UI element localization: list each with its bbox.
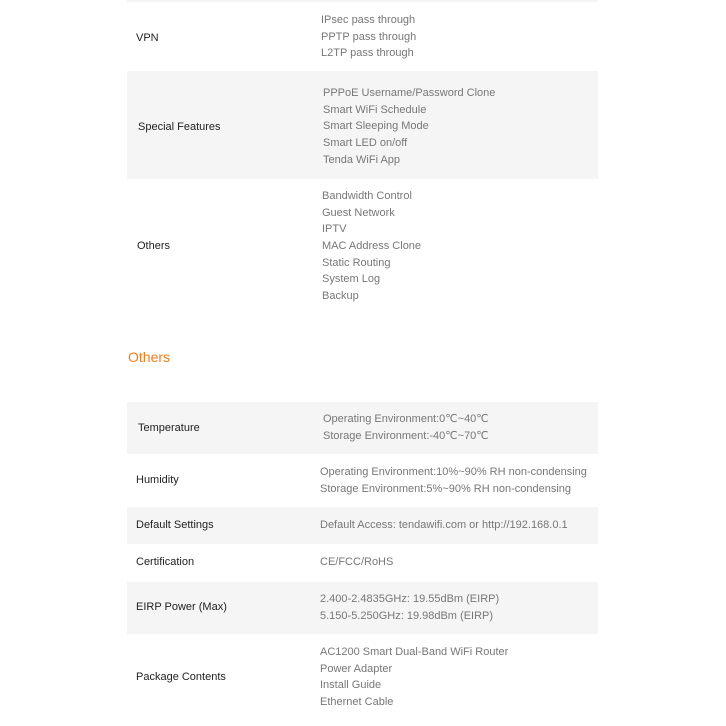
- spec-value: L2TP pass through: [321, 47, 414, 60]
- spec-values: [320, 591, 499, 624]
- spec-row-certification: [127, 544, 598, 582]
- spec-label: Certification: [136, 556, 195, 568]
- spec-label: Others: [137, 240, 171, 252]
- spec-values: [320, 464, 587, 497]
- spec-row-temperature: [127, 402, 598, 454]
- spec-value: CE/FCC/RoHS: [320, 556, 394, 568]
- spec-row-humidity: [127, 454, 598, 507]
- spec-row-vpn: [127, 0, 598, 71]
- spec-value: Storage Environment:-40℃~70℃: [323, 429, 489, 442]
- spec-value: Backup: [322, 290, 359, 303]
- spec-label: Special Features: [138, 121, 221, 133]
- spec-value: 5.150-5.250GHz: 19.98dBm (EIRP): [320, 609, 494, 622]
- spec-value: Install Guide: [320, 679, 382, 692]
- spec-value: IPsec pass through: [321, 14, 416, 26]
- spec-label: VPN: [136, 32, 159, 44]
- spec-value: Operating Environment:0℃~40℃: [323, 413, 489, 425]
- spec-value: Power Adapter: [320, 662, 393, 675]
- spec-value: MAC Address Clone: [322, 240, 422, 253]
- spec-values: [323, 411, 489, 444]
- spec-value: Guest Network: [322, 206, 395, 219]
- spec-value: Ethernet Cable: [320, 696, 394, 709]
- spec-row-eirp-power: [127, 582, 598, 634]
- spec-value: Default Access: tendawifi.com or http://192.168.0.1: [320, 519, 568, 531]
- spec-label: Temperature: [138, 422, 200, 434]
- spec-values: [320, 554, 393, 571]
- spec-values: [322, 188, 421, 305]
- spec-values: [320, 644, 508, 711]
- spec-value: AC1200 Smart Dual-Band WiFi Router: [320, 646, 509, 658]
- spec-value: PPTP pass through: [321, 30, 417, 43]
- spec-value: Smart Sleeping Mode: [323, 120, 429, 133]
- spec-value: Smart LED on/off: [323, 137, 408, 150]
- spec-value: Smart WiFi Schedule: [323, 103, 427, 116]
- spec-values: [321, 12, 416, 62]
- spec-value: PPPoE Username/Password Clone: [323, 87, 496, 99]
- spec-values: [320, 517, 568, 534]
- spec-value: Operating Environment:10%~90% RH non-condensing: [320, 466, 587, 478]
- spec-value: Tenda WiFi App: [323, 153, 401, 166]
- spec-value: Static Routing: [322, 256, 391, 269]
- spec-label: Package Contents: [136, 671, 226, 683]
- spec-value: 2.400-2.4835GHz: 19.55dBm (EIRP): [320, 593, 500, 605]
- spec-value: Bandwidth Control: [322, 190, 412, 202]
- spec-row-default-settings: [127, 507, 598, 544]
- spec-row-special-features: [127, 71, 598, 179]
- spec-row-others: [127, 179, 598, 314]
- spec-value: Storage Environment:5%~90% RH non-condensing: [320, 482, 572, 495]
- spec-values: [323, 85, 495, 168]
- spec-value: IPTV: [322, 223, 347, 236]
- spec-label: Default Settings: [136, 519, 214, 531]
- spec-label: EIRP Power (Max): [136, 601, 227, 613]
- spec-value: System Log: [322, 273, 381, 286]
- section-title-others: Others: [128, 349, 171, 365]
- spec-label: Humidity: [136, 474, 179, 486]
- spec-row-package-contents: [127, 634, 598, 726]
